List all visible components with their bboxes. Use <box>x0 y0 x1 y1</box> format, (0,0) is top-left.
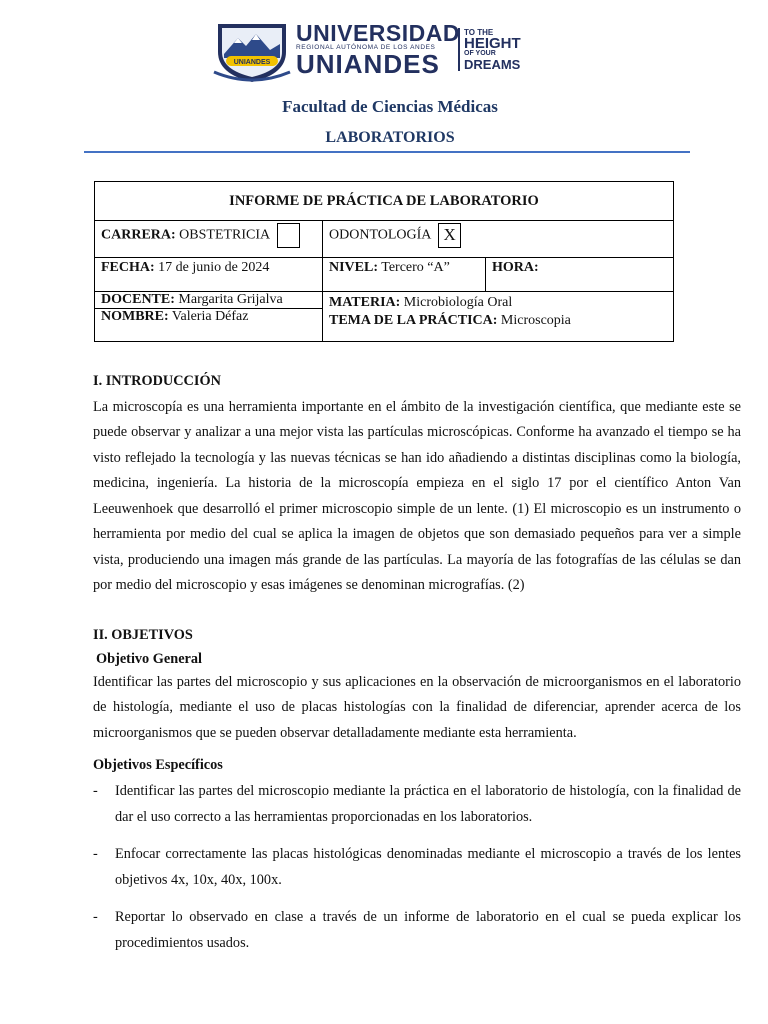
nivel-value: Tercero “A” <box>381 260 450 275</box>
university-logo <box>212 18 524 84</box>
introduction-section <box>93 369 741 599</box>
logo-slogan <box>458 28 521 71</box>
specific-objective-text: Enfocar correctamente las placas histológicas denominadas mediante el microscopio a través de los lentes objetivos 4x, 10x, 40x, 100x. <box>115 846 741 888</box>
tema-label: TEMA DE LA PRÁCTICA: <box>329 313 498 328</box>
carrera-value: OBSTETRICIA <box>179 227 270 243</box>
nivel-label: NIVEL: <box>329 260 379 275</box>
carrera-cell <box>95 221 323 258</box>
general-objective-heading: Objetivo General <box>96 650 203 667</box>
general-objective-text: Identificar las partes del microscopio y sus aplicaciones en la observación de microorganismos en el laboratorio de histología, mediante el uso de placas histologías con la finalidad de diferenciar, aprender acerca de los microorganismos que se pueden observar detalladamente mediante esta herramienta. <box>93 673 741 741</box>
bullet-dash: - <box>93 909 98 925</box>
svg-text:UNIANDES: UNIANDES <box>233 59 271 66</box>
bullet-dash: - <box>93 783 98 799</box>
tema-value: Microscopia <box>500 313 571 328</box>
specific-objective-item <box>93 779 741 830</box>
nombre-row <box>95 309 322 341</box>
slogan-line: HEIGHT <box>464 35 521 52</box>
section-title: LABORATORIOS <box>325 129 455 146</box>
specific-objective-text: Reportar lo observado en clase a través de un informe de laboratorio en el cual se pueda explicar los procedimientos usados. <box>115 909 741 951</box>
logo-name-sub: REGIONAL AUTÓNOMA DE LOS ANDES <box>296 44 436 51</box>
odontologia-cell <box>323 221 674 258</box>
slogan-line: OF YOUR <box>464 50 496 57</box>
report-title: INFORME DE PRÁCTICA DE LABORATORIO <box>95 182 674 221</box>
faculty-title: Facultad de Ciencias Médicas <box>282 97 498 116</box>
specific-objective-text: Identificar las partes del microscopio mediante la práctica en el laboratorio de histología, con la finalidad de dar el uso correcto a las herramientas proporcionadas en los laboratorios. <box>115 783 741 825</box>
materia-value: Microbiología Oral <box>403 295 513 310</box>
university-seal-icon <box>212 18 292 84</box>
hora-label: HORA: <box>492 260 539 275</box>
objectives-heading: II. OBJETIVOS <box>93 627 193 643</box>
report-info-table <box>94 181 674 342</box>
docente-value: Margarita Grijalva <box>178 292 283 307</box>
objectives-section <box>93 623 741 956</box>
materia-tema-cell <box>323 292 674 342</box>
hora-cell <box>486 258 674 292</box>
tema-row <box>329 312 667 330</box>
nombre-label: NOMBRE: <box>101 309 169 324</box>
materia-label: MATERIA: <box>329 295 401 310</box>
specific-objective-item <box>93 842 741 893</box>
fecha-value: 17 de junio de 2024 <box>158 260 270 275</box>
docente-nombre-cell <box>95 292 323 342</box>
logo-wordmark <box>296 20 460 79</box>
carrera-label: CARRERA: <box>101 227 176 243</box>
slogan-line: TO THE <box>464 28 494 37</box>
fecha-label: FECHA: <box>101 260 155 275</box>
obstetricia-checkbox <box>277 223 300 248</box>
slogan-line: DREAMS <box>464 57 521 72</box>
docente-row <box>95 292 322 309</box>
introduction-heading: I. INTRODUCCIÓN <box>93 373 221 389</box>
specific-objectives-heading: Objetivos Específicos <box>93 757 223 773</box>
introduction-paragraph: La microscopía es una herramienta importante en el ámbito de la investigación científica, que mediante este se puede observar y analizar a una mejor vista las partículas microscópicas. Conforme ha avanzado el tiempo se ha visto reflejado la tecnología y las nuevas técnicas se han ido añadiendo a distintas disciplinas como la biología, medicina, ingeniería. La historia de la microscopía empieza en el siglo 17 por el científico Anton Van Leeuwenhoek que desarrolló el primer microscopio simple de un lente. (1) El microscopio es un instrumento o herramienta por medio del cual se aplica la imagen de objetos que son demasiado pequeños para ver a simple vista, produciendo una imagen más grande de las partículas. La mayoría de las fotografías de las células se dan por medio del microscopio y esas imágenes se denominan micrografías. (2) <box>93 398 741 593</box>
nombre-value: Valeria Défaz <box>171 309 249 324</box>
docente-label: DOCENTE: <box>101 292 175 307</box>
header-divider <box>84 151 690 153</box>
logo-name-line2: UNIANDES <box>296 49 440 79</box>
specific-objective-item <box>93 905 741 956</box>
fecha-cell <box>95 258 323 292</box>
odontologia-label: ODONTOLOGÍA <box>329 227 431 243</box>
logo-name-line1: UNIVERSIDAD <box>296 20 460 46</box>
bullet-dash: - <box>93 846 98 862</box>
nivel-cell <box>323 258 486 292</box>
odontologia-checkbox: X <box>438 223 461 248</box>
materia-row <box>329 294 667 312</box>
